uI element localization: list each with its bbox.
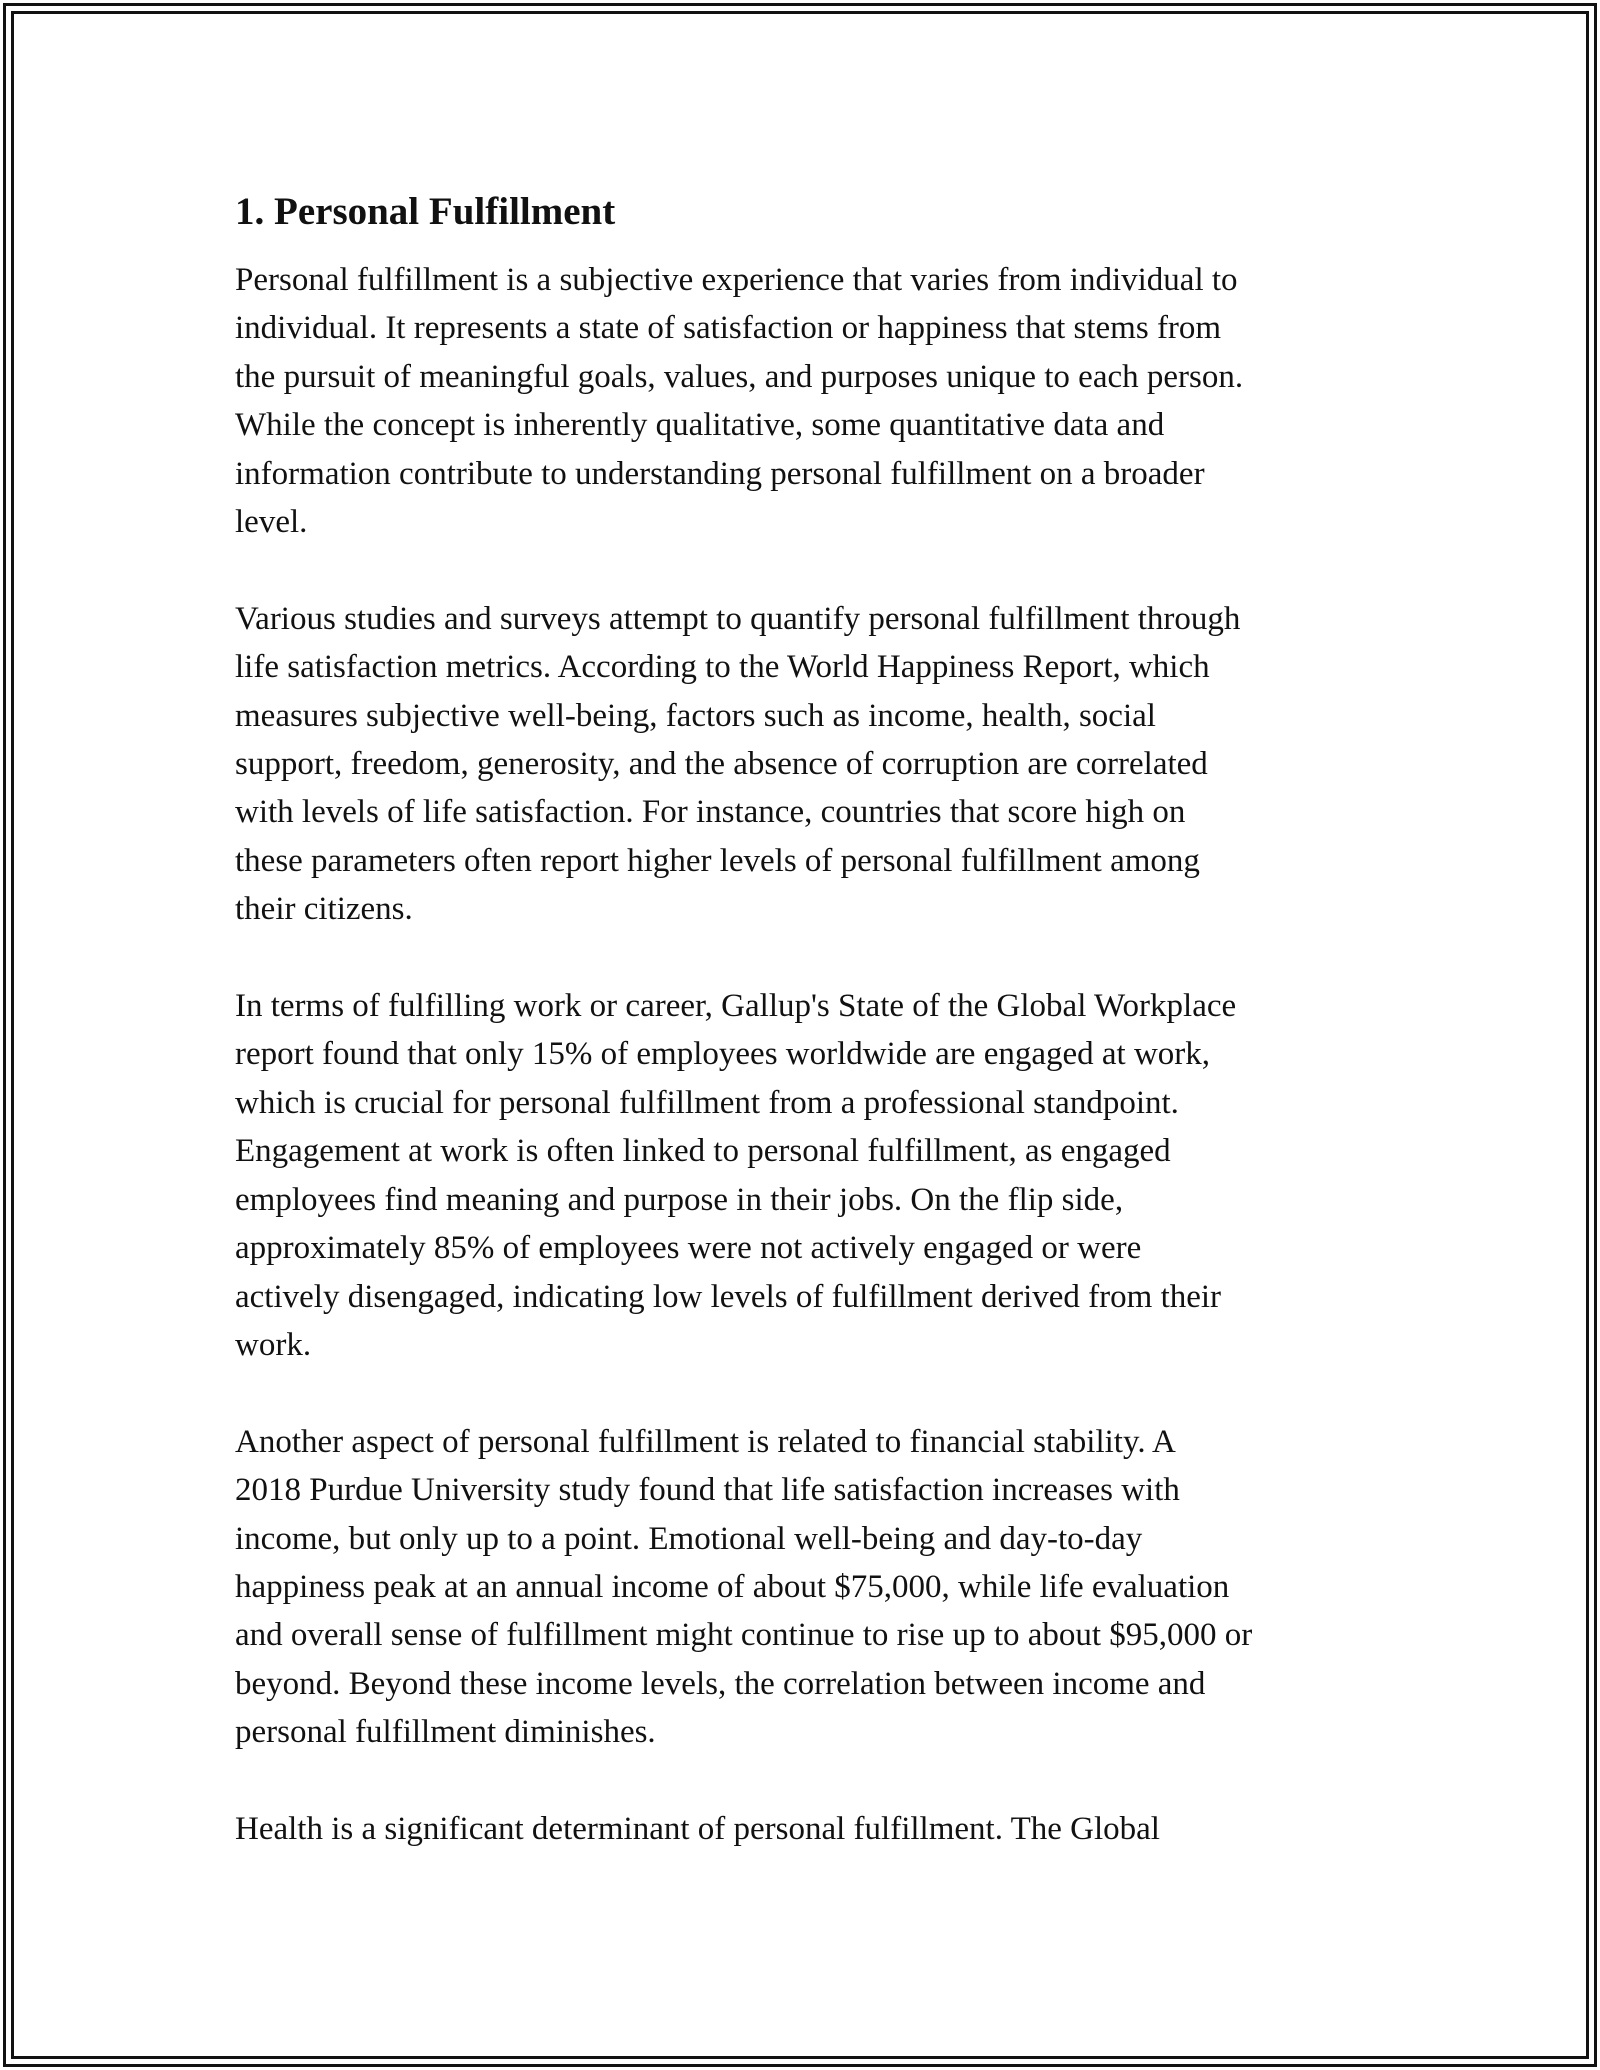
- text-line: Engagement at work is often linked to personal fulfillment, as engaged: [235, 1133, 1171, 1170]
- paragraph-intro: [235, 256, 1385, 546]
- text-line: these parameters often report higher levels of personal fulfillment among: [235, 842, 1200, 879]
- text-line: Another aspect of personal fulfillment is related to financial stability. A: [235, 1423, 1176, 1460]
- section-heading: 1. Personal Fulfillment: [235, 190, 616, 233]
- paragraph-financial-stability: [235, 1418, 1385, 1757]
- text-line: report found that only 15% of employees worldwide are engaged at work,: [235, 1036, 1211, 1073]
- text-line: with levels of life satisfaction. For instance, countries that score high on: [235, 794, 1186, 831]
- text-line: While the concept is inherently qualitative, some quantitative data and: [235, 407, 1165, 444]
- text-line: life satisfaction metrics. According to the World Happiness Report, which: [235, 649, 1210, 686]
- text-line: Various studies and surveys attempt to quantify personal fulfillment through: [235, 600, 1241, 637]
- paragraph-health: [235, 1805, 1385, 1853]
- text-line: Personal fulfillment is a subjective experience that varies from individual to: [235, 262, 1238, 298]
- text-line: happiness peak at an annual income of about $75,000, while life evaluation: [235, 1568, 1230, 1605]
- text-line: support, freedom, generosity, and the absence of corruption are correlated: [235, 746, 1208, 783]
- text-line: and overall sense of fulfillment might continue to rise up to about $95,000 or: [235, 1617, 1253, 1654]
- text-line: In terms of fulfilling work or career, Gallup's State of the Global Workplace: [235, 988, 1237, 1025]
- paragraph-work-engagement: [235, 982, 1385, 1369]
- text-line: Health is a significant determinant of personal fulfillment. The Global: [235, 1810, 1160, 1847]
- paragraph-life-satisfaction: [235, 595, 1385, 934]
- text-line: work.: [235, 1326, 312, 1363]
- text-line: employees find meaning and purpose in their jobs. On the flip side,: [235, 1181, 1124, 1218]
- text-line: level.: [235, 504, 308, 541]
- text-line: their citizens.: [235, 891, 413, 928]
- text-line: which is crucial for personal fulfillment from a professional standpoint.: [235, 1084, 1179, 1121]
- text-line: income, but only up to a point. Emotional well-being and day-to-day: [235, 1520, 1143, 1557]
- text-line: information contribute to understanding personal fulfillment on a broader: [235, 455, 1205, 492]
- text-line: measures subjective well-being, factors such as income, health, social: [235, 697, 1156, 734]
- text-line: individual. It represents a state of satisfaction or happiness that stems from: [235, 310, 1222, 347]
- text-line: personal fulfillment diminishes.: [235, 1714, 656, 1751]
- text-line: actively disengaged, indicating low levels of fulfillment derived from their: [235, 1278, 1222, 1315]
- text-line: approximately 85% of employees were not actively engaged or were: [235, 1230, 1142, 1267]
- document-page: [235, 186, 1385, 1902]
- text-line: 2018 Purdue University study found that life satisfaction increases with: [235, 1472, 1180, 1509]
- text-line: beyond. Beyond these income levels, the correlation between income and: [235, 1665, 1206, 1702]
- text-line: the pursuit of meaningful goals, values, and purposes unique to each person.: [235, 358, 1244, 395]
